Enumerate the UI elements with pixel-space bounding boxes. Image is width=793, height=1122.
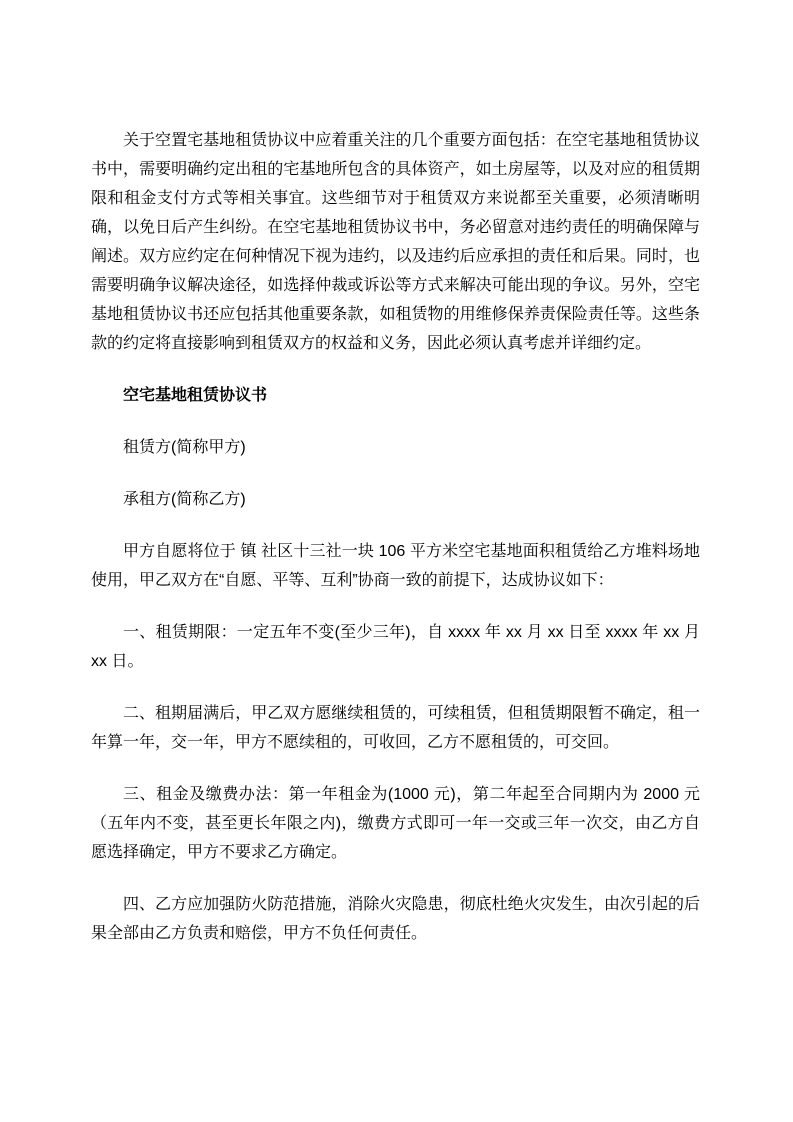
clause-paragraph-4: 四、乙方应加强防火防范措施，消除火灾隐患，彻底杜绝火灾发生，由次引起的后果全部由乙方负责和赔偿，甲方不负任何责任。: [91, 896, 700, 942]
clause-paragraph-2: 二、租期届满后，甲乙双方愿继续租赁的，可续租赁，但租赁期限暂不确定，租一年算一年，交一年，甲方不愿续租的，可收回，乙方不愿租赁的，可交回。: [91, 705, 700, 751]
document-title: 空宅基地租赁协议书: [123, 387, 268, 404]
clause-paragraph-3: 三、租金及缴费办法：第一年租金为(1000 元)，第二年起至合同期内为 2000 元（五年内不变，甚至更长年限之内)，缴费方式即可一年一交或三年一次交，由乙方自愿选择确定，甲方不要求乙方确定。: [91, 786, 700, 861]
clause-paragraph-1: 一、租赁期限：一定五年不变(至少三年)，自 xxxx 年 xx 月 xx 日至 xxxx 年 xx 月 xx 日。: [91, 624, 700, 670]
clauses-section: [91, 618, 700, 948]
party-a-line: 租赁方(简称甲方): [123, 439, 246, 456]
intro-paragraph: 关于空置宅基地租赁协议中应着重关注的几个重要方面包括：在空宅基地租赁协议书中，需要明确约定出租的宅基地所包含的具体资产，如土房屋等，以及对应的租赁期限和租金支付方式等相关事宜。这些细节对于租赁双方来说都至关重要，必须清晰明确，以免日后产生纠纷。在空宅基地租赁协议书中，务必留意对违约责任的明确保障与阐述。双方应约定在何种情况下视为违约，以及违约后应承担的责任和后果。同时，也需要明确争议解决途径，如选择仲裁或诉讼等方式来解决可能出现的争议。另外，空宅基地租赁协议书还应包括其他重要条款，如租赁物的用维修保养责保险责任等。这些条款的约定将直接影响到租赁双方的权益和义务，因此必须认真考虑并详细约定。: [91, 132, 700, 352]
party-b-line: 承租方(简称乙方): [123, 491, 246, 508]
preamble-paragraph: 甲方自愿将位于 镇 社区十三社一块 106 平方米空宅基地面积租赁给乙方堆料场地使用，甲乙双方在“自愿、平等、互利”协商一致的前提下，达成协议如下：: [91, 543, 700, 589]
